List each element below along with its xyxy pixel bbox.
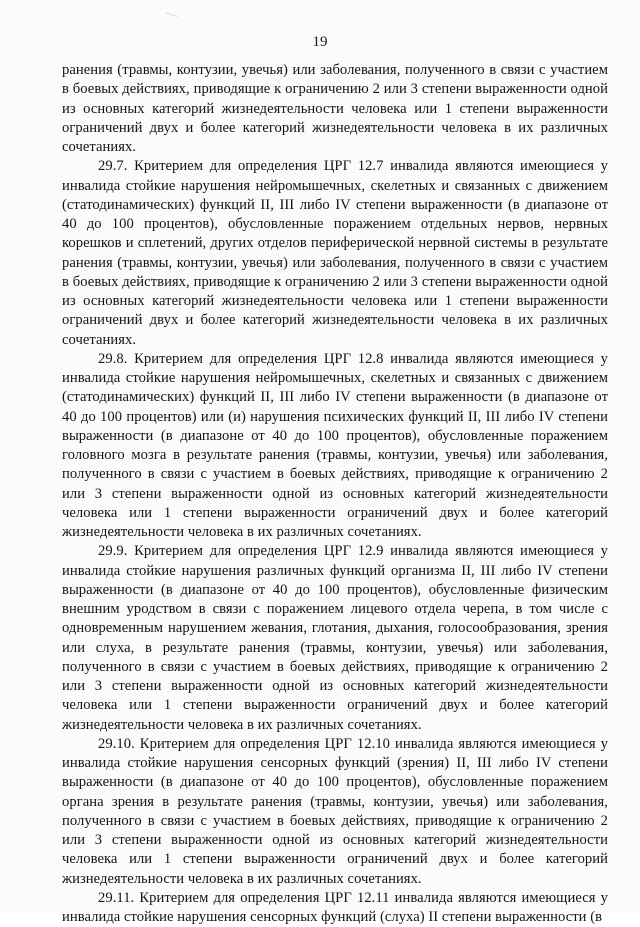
paragraph-29-10: 29.10. Критерием для определения ЦРГ 12.10 инвалида являются имеющиеся у инвалида стойкие нарушения сенсорных функций (зрения) II, III либо IV степени выраженности (в диапазоне от 40 до 100 процентов), обусловленные поражением органа зрения в результате ранения (травмы, контузии, увечья) или заболевания, полученного в связи с участием в боевых действиях, приводящие к ограничению 2 или 3 степени выраженности одной из основных категорий жизнедеятельности человека или 1 степени выраженности ограничений двух и более категорий жизнедеятельности человека в их различных сочетаниях. [62,735,608,887]
paragraph-29-7: 29.7. Критерием для определения ЦРГ 12.7 инвалида являются имеющиеся у инвалида стойкие нарушения нейромышечных, скелетных и связанных с движением (статодинамических) функций II, III либо IV степени выраженности (в диапазоне от 40 до 100 процентов), обусловленные поражением отдельных нервов, нервных корешков и сплетений, других отделов периферической нервной системы в результате ранения (травмы, контузии, увечья) или заболевания, полученного в связи с участием в боевых действиях, приводящие к ограничению 2 или 3 степени выраженности одной из основных категорий жизнедеятельности человека или 1 степени выраженности ограничений двух и более категорий жизнедеятельности человека в их различных сочетаниях. [62,158,608,348]
document-body [62,61,608,927]
paragraph-29-11: 29.11. Критерием для определения ЦРГ 12.11 инвалида являются имеющиеся у инвалида стойкие нарушения сенсорных функций (слуха) II степени выраженности (в [62,889,608,925]
page-number: 19 [312,34,328,50]
scan-artifact [163,12,178,26]
paragraph-continuation: ранения (травмы, контузии, увечья) или заболевания, полученного в связи с участием в боевых действиях, приводящие к ограничению 2 или 3 степени выраженности одной из основных категорий жизнедеятельности человека или 1 степени выраженности ограничений двух и более категорий жизнедеятельности человека в их различных сочетаниях. [62,62,608,155]
paragraph-29-9: 29.9. Критерием для определения ЦРГ 12.9 инвалида являются имеющиеся у инвалида стойкие нарушения различных функций организма II, III либо IV степени выраженности (в диапазоне от 40 до 100 процентов), обусловленные физическим внешним уродством в связи с поражением лицевого отдела черепа, в том числе с одновременным нарушением жевания, глотания, дыхания, голосообразования, зрения или слуха, в результате ранения (травмы, контузии, увечья) или заболевания, полученного в связи с участием в боевых действиях, приводящие к ограничению 2 или 3 степени выраженности одной из основных категорий жизнедеятельности человека или 1 степени выраженности ограничений двух и более категорий жизнедеятельности человека в их различных сочетаниях. [62,543,608,733]
paragraph-29-8: 29.8. Критерием для определения ЦРГ 12.8 инвалида являются имеющиеся у инвалида стойкие нарушения нейромышечных, скелетных и связанных с движением (статодинамических) функций II, III либо IV степени выраженности (в диапазоне от 40 до 100 процентов) или (и) нарушения психических функций II, III либо IV степени выраженности (в диапазоне от 40 до 100 процентов), обусловленные поражением головного мозга в результате ранения (травмы, контузии, увечья) или заболевания, полученного в связи с участием в боевых действиях, приводящие к ограничению 2 или 3 степени выраженности одной из основных категорий жизнедеятельности человека или 1 степени выраженности ограничений двух и более категорий жизнедеятельности человека в их различных сочетаниях. [62,350,608,540]
